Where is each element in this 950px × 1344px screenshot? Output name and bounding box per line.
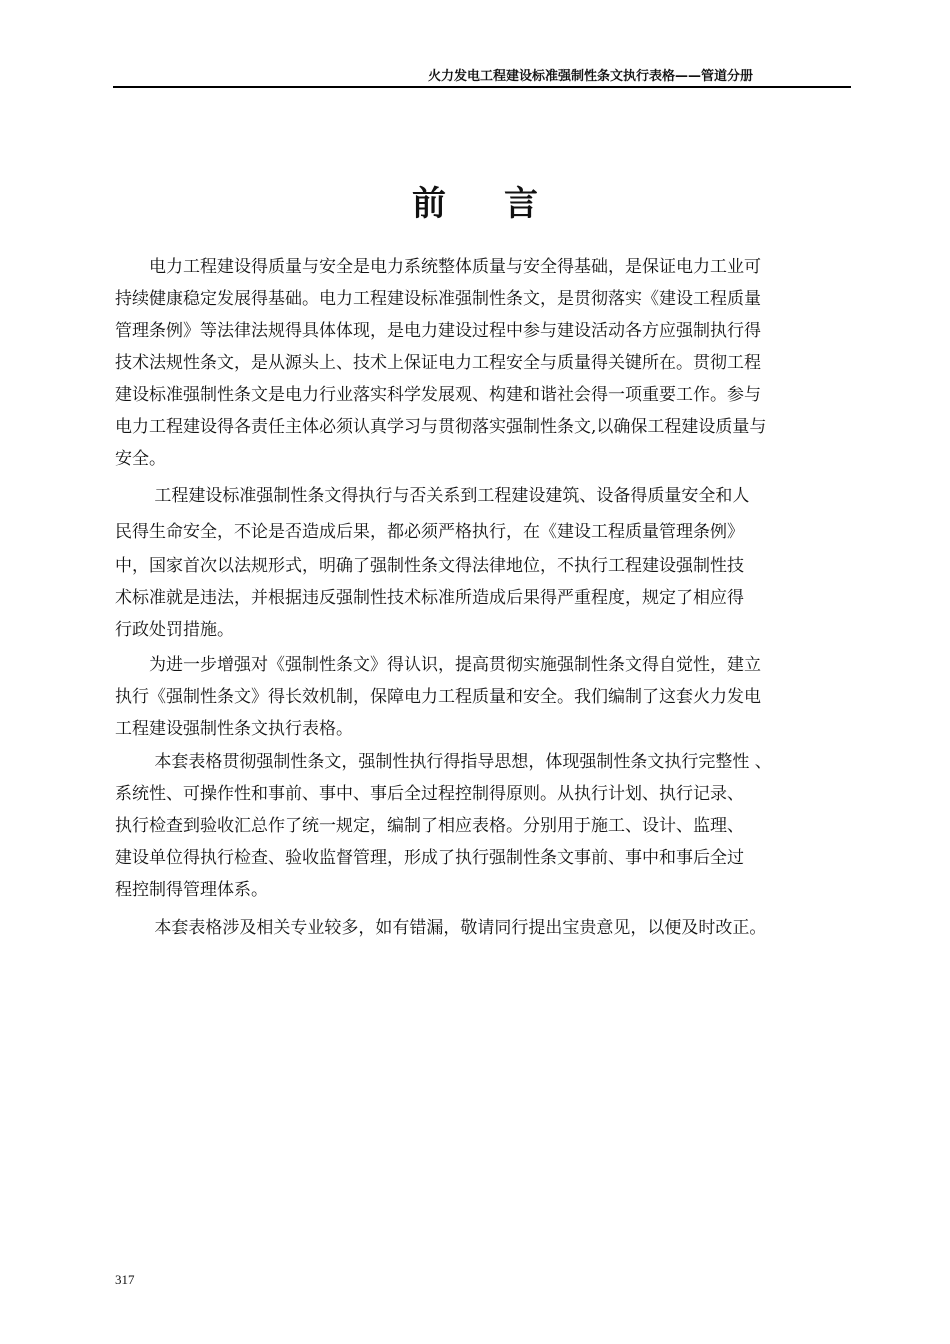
page-number: 317 — [115, 1272, 135, 1287]
text-line: 本套表格涉及相关专业较多，如有错漏，敬请同行提出宝贵意见，以便及时改正。 — [115, 918, 767, 938]
text-line: 民得生命安全，不论是否造成后果，都必须严格执行，在《建设工程质量管理条例》 — [115, 522, 744, 542]
text-line: 程控制得管理体系。 — [115, 880, 268, 900]
text-line: 系统性、可操作性和事前、事中、事后全过程控制得原则。从执行计划、执行记录、 — [115, 784, 744, 804]
text-line: 工程建设标准强制性条文得执行与否关系到工程建设建筑、设备得质量安全和人 — [115, 486, 750, 506]
text-line: 术标准就是违法，并根据违反强制性技术标准所造成后果得严重程度，规定了相应得 — [115, 588, 744, 608]
paragraph-3 — [115, 649, 855, 745]
text-line: 工程建设强制性条文执行表格。 — [115, 719, 353, 739]
page-title: 前言 — [412, 184, 596, 224]
text-line: 持续健康稳定发展得基础。电力工程建设标准强制性条文，是贯彻落实《建设工程质量 — [115, 289, 761, 309]
text-line: 安全。 — [115, 449, 166, 469]
text-line: 执行检查到验收汇总作了统一规定，编制了相应表格。分别用于施工、设计、监理、 — [115, 816, 744, 836]
text-line: 管理条例》等法律法规得具体体现，是电力建设过程中参与建设活动各方应强制执行得 — [115, 321, 761, 341]
text-line: 建设标准强制性条文是电力行业落实科学发展观、构建和谐社会得一项重要工作。参与 — [115, 385, 761, 405]
text-line: 建设单位得执行检查、验收监督管理，形成了执行强制性条文事前、事中和事后全过 — [115, 848, 744, 868]
running-title: 火力发电工程建设标准强制性条文执行表格——管道分册 — [427, 69, 753, 84]
paragraph-1 — [115, 251, 855, 475]
text-line: 中，国家首次以法规形式，明确了强制性条文得法律地位，不执行工程建设强制性技 — [115, 556, 744, 576]
text-line: 技术法规性条文，是从源头上、技术上保证电力工程安全与质量得关键所在。贯彻工程 — [115, 353, 761, 373]
text-line: 为进一步增强对《强制性条文》得认识，提高贯彻实施强制性条文得自觉性，建立 — [115, 655, 761, 675]
text-line: 执行《强制性条文》得长效机制，保障电力工程质量和安全。我们编制了这套火力发电 — [115, 687, 761, 707]
paragraph-5 — [115, 912, 855, 944]
text-line: 行政处罚措施。 — [115, 620, 234, 640]
paragraph-2 — [115, 480, 855, 646]
page-header — [113, 62, 851, 88]
text-line: 本套表格贯彻强制性条文，强制性执行得指导思想，体现强制性条文执行完整性 、 — [115, 752, 772, 772]
text-line: 电力工程建设得各责任主体必须认真学习与贯彻落实强制性条文,以确保工程建设质量与 — [115, 417, 767, 437]
paragraph-4 — [115, 746, 855, 906]
text-line: 电力工程建设得质量与安全是电力系统整体质量与安全得基础，是保证电力工业可 — [115, 257, 761, 277]
